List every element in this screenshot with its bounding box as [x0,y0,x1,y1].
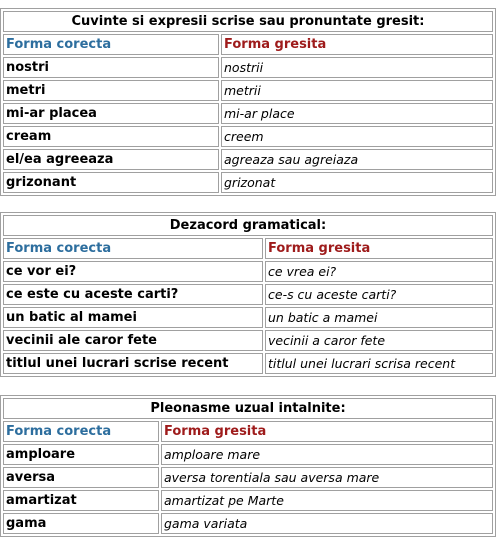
cell-wrong: ce-s cu aceste carti? [265,284,493,305]
cell-wrong: vecinii a caror fete [265,330,493,351]
table-row [3,307,493,328]
cell-correct: amartizat [3,490,159,511]
cell-correct: ce este cu aceste carti? [3,284,263,305]
cell-wrong: amploare mare [161,444,493,465]
table-header-row [3,421,493,442]
table-row [3,57,493,78]
table-dezacord-gramatical [0,212,496,377]
table-title-row [3,398,493,419]
header-wrong: Forma gresita [161,421,493,442]
cell-correct: el/ea agreeaza [3,149,219,170]
table-row [3,513,493,534]
cell-wrong: nostrii [221,57,493,78]
cell-wrong: creem [221,126,493,147]
table-row [3,172,493,193]
table-cuvinte-gresite [0,8,496,196]
cell-wrong: agreaza sau agreiaza [221,149,493,170]
cell-correct: nostri [3,57,219,78]
cell-correct: grizonant [3,172,219,193]
table-title: Pleonasme uzual intalnite: [3,398,493,419]
cell-correct: amploare [3,444,159,465]
cell-wrong: ce vrea ei? [265,261,493,282]
table-row [3,444,493,465]
table-header-row [3,238,493,259]
cell-wrong: aversa torentiala sau aversa mare [161,467,493,488]
cell-correct: un batic al mamei [3,307,263,328]
table-row [3,490,493,511]
table-title-row [3,11,493,32]
cell-correct: ce vor ei? [3,261,263,282]
header-correct: Forma corecta [3,421,159,442]
header-correct: Forma corecta [3,238,263,259]
cell-wrong: titlul unei lucrari scrisa recent [265,353,493,374]
header-correct: Forma corecta [3,34,219,55]
table-row [3,103,493,124]
table-pleonasme [0,395,496,537]
cell-wrong: metrii [221,80,493,101]
table-row [3,126,493,147]
table-title: Cuvinte si expresii scrise sau pronuntate gresit: [3,11,493,32]
cell-correct: metri [3,80,219,101]
table-row [3,284,493,305]
table-title: Dezacord gramatical: [3,215,493,236]
cell-correct: vecinii ale caror fete [3,330,263,351]
table-row [3,467,493,488]
cell-wrong: mi-ar place [221,103,493,124]
cell-wrong: grizonat [221,172,493,193]
table-title-row [3,215,493,236]
table-row [3,330,493,351]
table-row [3,353,493,374]
cell-wrong: un batic a mamei [265,307,493,328]
table-row [3,149,493,170]
table-row [3,261,493,282]
table-header-row [3,34,493,55]
cell-correct: cream [3,126,219,147]
cell-correct: gama [3,513,159,534]
table-row [3,80,493,101]
cell-wrong: amartizat pe Marte [161,490,493,511]
cell-wrong: gama variata [161,513,493,534]
cell-correct: aversa [3,467,159,488]
cell-correct: mi-ar placea [3,103,219,124]
header-wrong: Forma gresita [221,34,493,55]
cell-correct: titlul unei lucrari scrise recent [3,353,263,374]
header-wrong: Forma gresita [265,238,493,259]
